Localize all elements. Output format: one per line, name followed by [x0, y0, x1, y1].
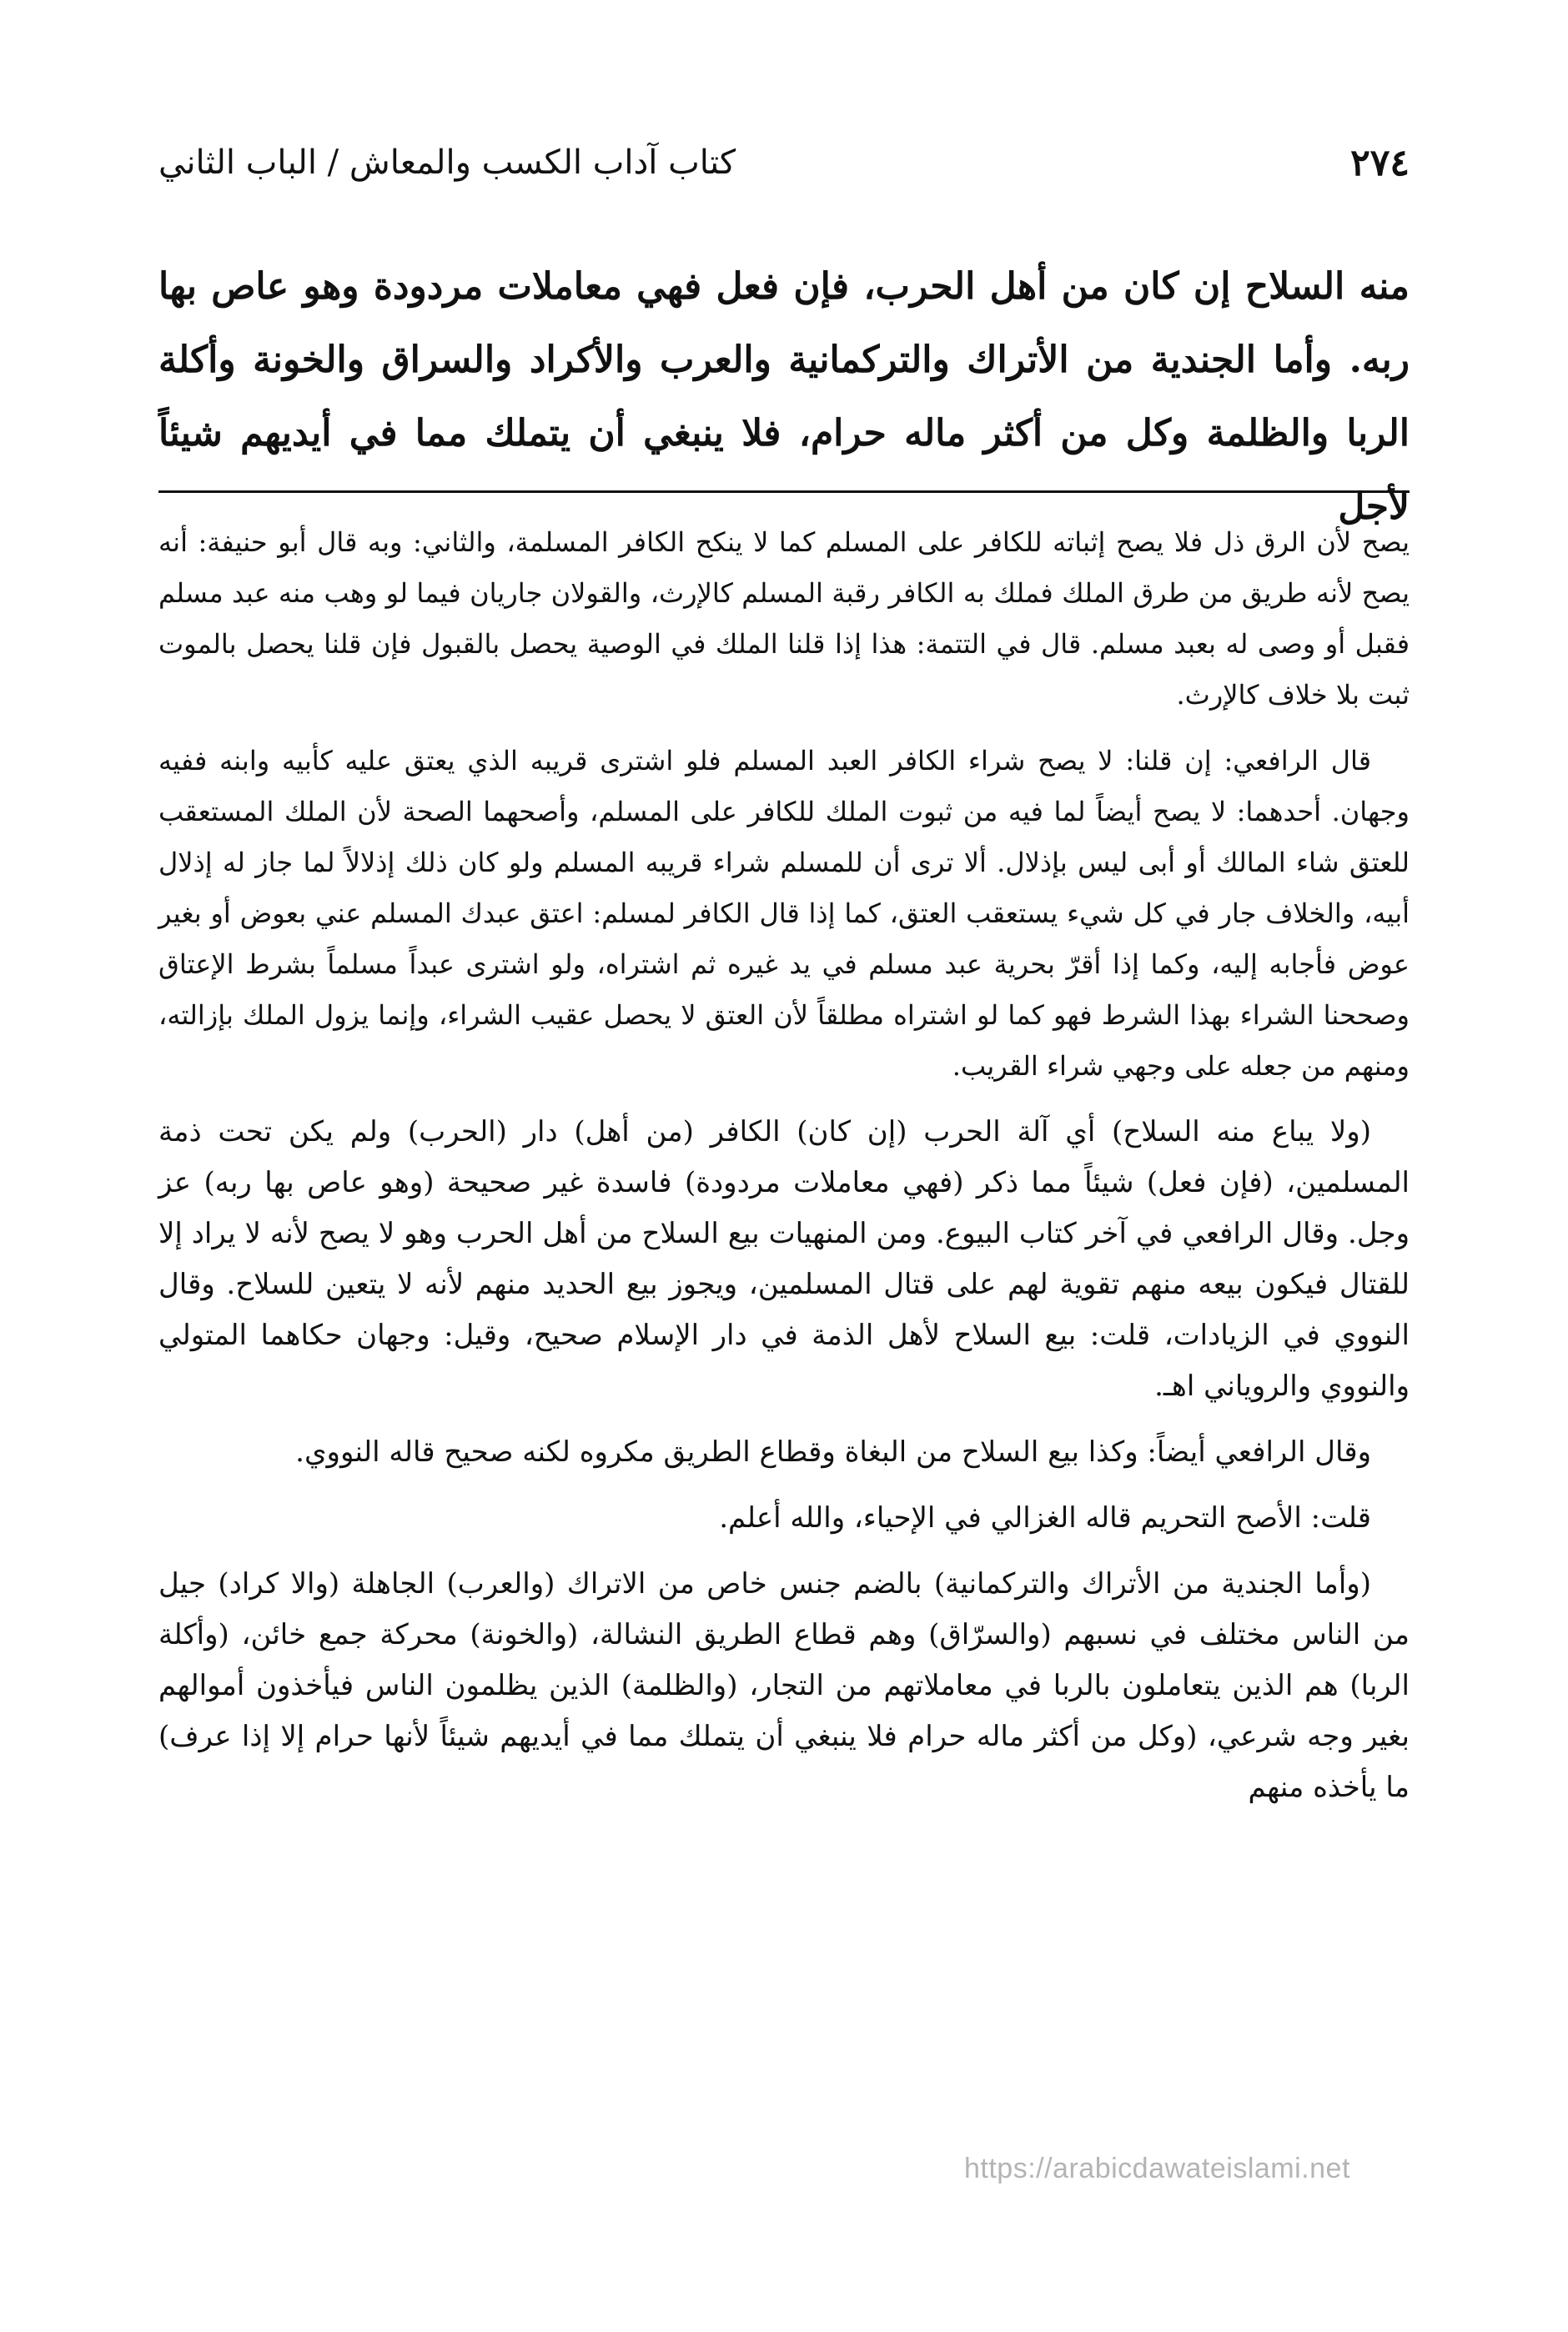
main-text	[158, 250, 1410, 544]
commentary-paragraph-4: وقال الرافعي أيضاً: وكذا بيع السلاح من البغاة وقطاع الطريق مكروه لكنه صحيح قاله النووي.	[295, 1435, 1371, 1469]
commentary-paragraph-5: قلت: الأصح التحريم قاله الغزالي في الإحياء، والله أعلم.	[719, 1501, 1371, 1535]
divider-line	[158, 490, 1410, 493]
commentary-paragraph-3: (ولا يباع منه السلاح) أي آلة الحرب (إن كان) الكافر (من أهل) دار (الحرب) ولم يكن تحت ذمة المسلمين، (فإن فعل) شيئاً مما ذكر (فهي معاملات مردودة) فاسدة غير صحيحة (وهو عاص بها ربه) عز وجل. وقال الرافعي في آخر كتاب البيوع. ومن المنهيات بيع السلاح من أهل الحرب وهو لا يصح لأنه لا يراد إلا للقتال فيكون بيعه منهم تقوية لهم على قتال المسلمين، ويجوز بيع الحديد منهم لأنه لا يتعين للسلاح. وقال النووي في الزيادات، قلت: بيع السلاح لأهل الذمة في دار الإسلام صحيح، وقيل: وجهان حكاهما المتولي والنووي والروياني اهـ.	[158, 1115, 1410, 1403]
page-number: ٢٧٤	[1350, 141, 1410, 184]
running-title: كتاب آداب الكسب والمعاش / الباب الثاني	[158, 143, 736, 182]
watermark-url: https://arabicdawateislami.net	[964, 2153, 1350, 2184]
commentary-paragraph-2: قال الرافعي: إن قلنا: لا يصح شراء الكافر العبد المسلم فلو اشترى قريبه الذي يعتق عليه كأبيه وابنه ففيه وجهان. أحدهما: لا يصح أيضاً لما فيه من ثبوت الملك للكافر على المسلم، وأصحهما الصحة لأن الملك المستعقب للعتق شاء المالك أو أبى ليس بإذلال. ألا ترى أن للمسلم شراء قريبه المسلم ولو كان ذلك إذلالاً لما جاز له إذلال أبيه، والخلاف جار في كل شيء يستعقب العتق، كما إذا قال الكافر لمسلم: اعتق عبدك المسلم عني بعوض أو بغير عوض فأجابه إليه، وكما إذا أقرّ بحرية عبد مسلم في يد غيره ثم اشتراه، ولو اشترى عبداً مسلماً بشرط الإعتاق وصححنا الشراء بهذا الشرط فهو كما لو اشتراه مطلقاً لأن العتق لا يحصل عقيب الشراء، وإنما يزول الملك بإزالته، ومنهم من جعله على وجهي شراء القريب.	[158, 745, 1410, 1082]
commentary	[158, 517, 1410, 1813]
main-text-paragraph: منه السلاح إن كان من أهل الحرب، فإن فعل فهي معاملات مردودة وهو عاص بها ربه. وأما الجندية من الأتراك والتركمانية والعرب والأكراد والسراق والخونة وأكلة الربا والظلمة وكل من أكثر ماله حرام، فلا ينبغي أن يتملك مما في أيديهم شيئاً لأجل	[158, 265, 1410, 528]
commentary-paragraph-6: (وأما الجندية من الأتراك والتركمانية) بالضم جنس خاص من الاتراك (والعرب) الجاهلة (والا كراد) جيل من الناس مختلف في نسبهم (والسرّاق) وهم قطاع الطريق النشالة، (والخونة) محركة جمع خائن، (وأكلة الربا) هم الذين يتعاملون بالربا في معاملاتهم من التجار، (والظلمة) الذين يظلمون الناس فيأخذون أموالهم بغير وجه شرعي، (وكل من أكثر ماله حرام فلا ينبغي أن يتملك مما في أيديهم شيئاً لأنها حرام إلا إذا عرف) ما يأخذه منهم	[158, 1567, 1410, 1804]
commentary-paragraph-1: يصح لأن الرق ذل فلا يصح إثباته للكافر على المسلم كما لا ينكح الكافر المسلمة، والثاني: وبه قال أبو حنيفة: أنه يصح لأنه طريق من طرق الملك فملك به الكافر رقبة المسلم كالإرث، والقولان جاريان فيما لو وهب منه عبد مسلم فقبل أو وصى له بعبد مسلم. قال في التتمة: هذا إذا قلنا الملك في الوصية يحصل بالقبول فإن قلنا يحصل بالموت ثبت بلا خلاف كالإرث.	[158, 526, 1410, 711]
page-header	[158, 133, 1410, 192]
